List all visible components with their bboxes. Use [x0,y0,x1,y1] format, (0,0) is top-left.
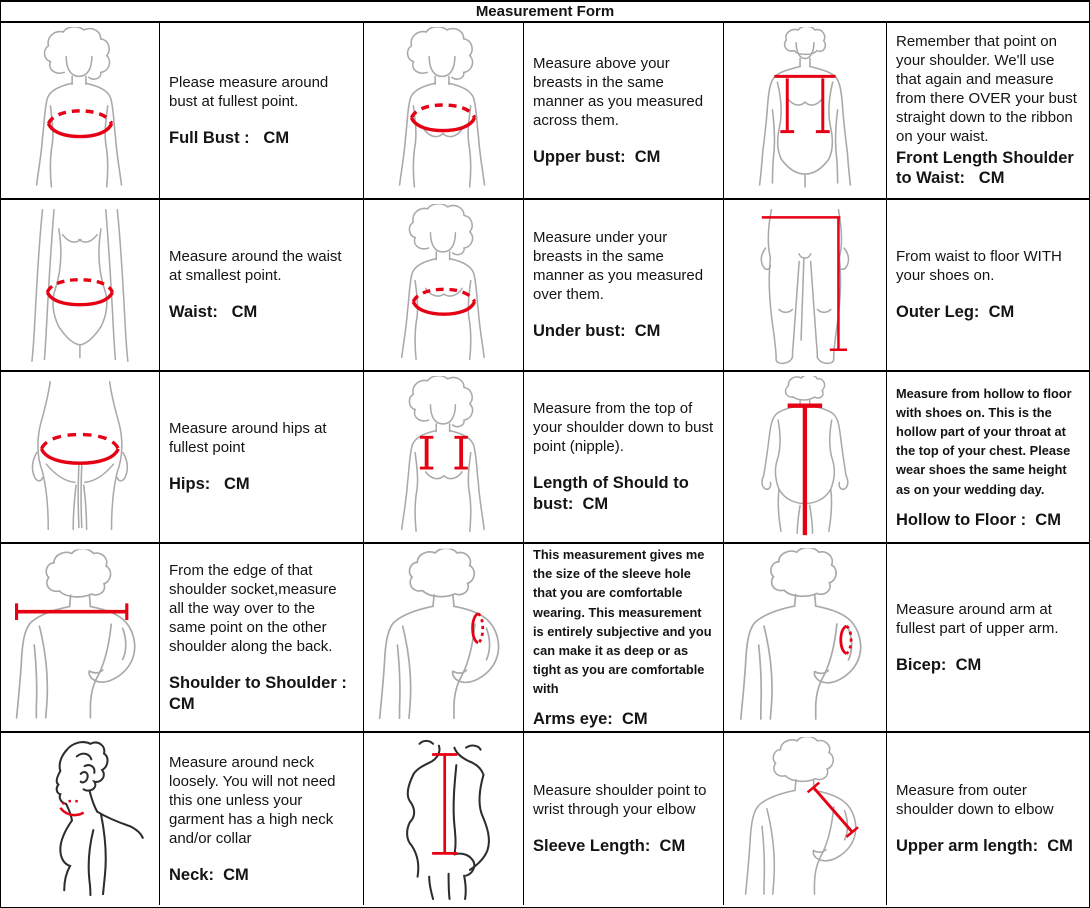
waist-figure [8,204,152,367]
shoulder-to-bust-figure [372,376,516,539]
figure-cell [724,372,887,544]
figure-cell [364,372,524,544]
text-cell [887,200,1089,372]
measurement-label: Bicep: CM [896,655,982,674]
figure-cell [364,733,524,905]
neck-figure [7,737,152,902]
text-cell [887,23,1089,200]
measurement-description: Measure from hollow to floor with shoes on. This is the hollow part of your throat at the top of your chest. Please wear shoes the same height as on your wedding day. [896,385,1072,497]
measurement-label: Shoulder to Shoulder : CM [169,673,352,713]
text-cell [160,372,364,544]
text-cell [887,733,1089,905]
text-cell [524,23,724,200]
sleeve-length-figure [371,737,516,902]
form-title: Measurement Form [1,2,1089,23]
measurement-label: Arms eye: CM [533,710,648,729]
outer-leg-figure [733,204,877,367]
measurement-description: Measure around arm at fullest part of upper arm. [896,600,1059,637]
hollow-to-floor-figure [733,376,877,539]
text-cell [524,733,724,905]
measurement-label: Waist: CM [169,303,258,322]
text-cell [524,200,724,372]
measurement-description: Please measure around bust at fullest point. [169,73,329,110]
text-cell [160,733,364,905]
arms-eye-figure [365,548,522,727]
measurement-description: Measure from outer shoulder down to elbow [896,782,1054,819]
measurement-description: Measure above your breasts in the same manner as you measured across them. [533,54,704,129]
measurement-label: Length of Should to bust: CM [533,474,694,514]
figure-cell [724,733,887,905]
figure-cell [364,23,524,200]
measurement-description: Remember that point on your shoulder. We'll use that again and measure from there OVER your bust straight down to the ribbon on your waist. [896,33,1077,146]
text-cell [887,372,1089,544]
measurement-label: Upper bust: CM [533,147,661,166]
measurement-description: Measure around the waist at smallest point. [169,248,342,285]
shoulder-to-shoulder-figure [2,548,158,727]
figure-cell [1,372,160,544]
measurement-label: Sleeve Length: CM [533,837,686,856]
measurement-description: Measure from the top of your shoulder down to bust point (nipple). [533,400,714,456]
full-bust-figure [6,27,154,195]
measurement-description: From the edge of that shoulder socket,measure all the way over to the same point on the other shoulder along the back. [169,561,337,655]
measurement-label: Full Bust : CM [169,128,290,147]
measurement-description: From waist to floor WITH your shoes on. [896,248,1062,285]
figure-cell [724,544,887,733]
figure-cell [724,23,887,200]
text-cell [887,544,1089,733]
upper-arm-length-figure [732,737,877,902]
figure-cell [1,544,160,733]
measurement-description: Measure under your breasts in the same manner as you measured over them. [533,229,704,304]
text-cell [160,23,364,200]
under-bust-figure [372,204,516,367]
measurement-description: Measure around neck loosely. You will not need this one unless your garment has a high neck and/or collar [169,753,336,847]
measurement-label: Front Length Shoulder to Waist: CM [896,148,1079,188]
figure-cell [364,200,524,372]
text-cell [524,544,724,733]
figure-cell [724,200,887,372]
text-cell [160,544,364,733]
measurement-description: Measure shoulder point to wrist through your elbow [533,782,707,819]
upper-bust-figure [369,27,517,195]
measurement-table [1,23,1089,905]
text-cell [160,200,364,372]
text-cell [524,372,724,544]
measurement-description: This measurement gives me the size of the sleeve hole that you are comfortable wearing. This measurement is entirely subjective and you can make it as deep or as tight as you are comfortable with [533,546,712,697]
measurement-label: Under bust: CM [533,322,661,341]
figure-cell [1,200,160,372]
measurement-label: Neck: CM [169,865,249,884]
figure-cell [1,733,160,905]
bicep-figure [726,548,884,727]
measurement-description: Measure around hips at fullest point [169,420,327,457]
figure-cell [364,544,524,733]
front-length-figure [731,27,879,195]
hips-figure [8,376,152,539]
measurement-label: Outer Leg: CM [896,303,1015,322]
measurement-label: Hollow to Floor : CM [896,510,1061,529]
measurement-label: Hips: CM [169,475,250,494]
measurement-label: Upper arm length: CM [896,837,1073,856]
figure-cell [1,23,160,200]
